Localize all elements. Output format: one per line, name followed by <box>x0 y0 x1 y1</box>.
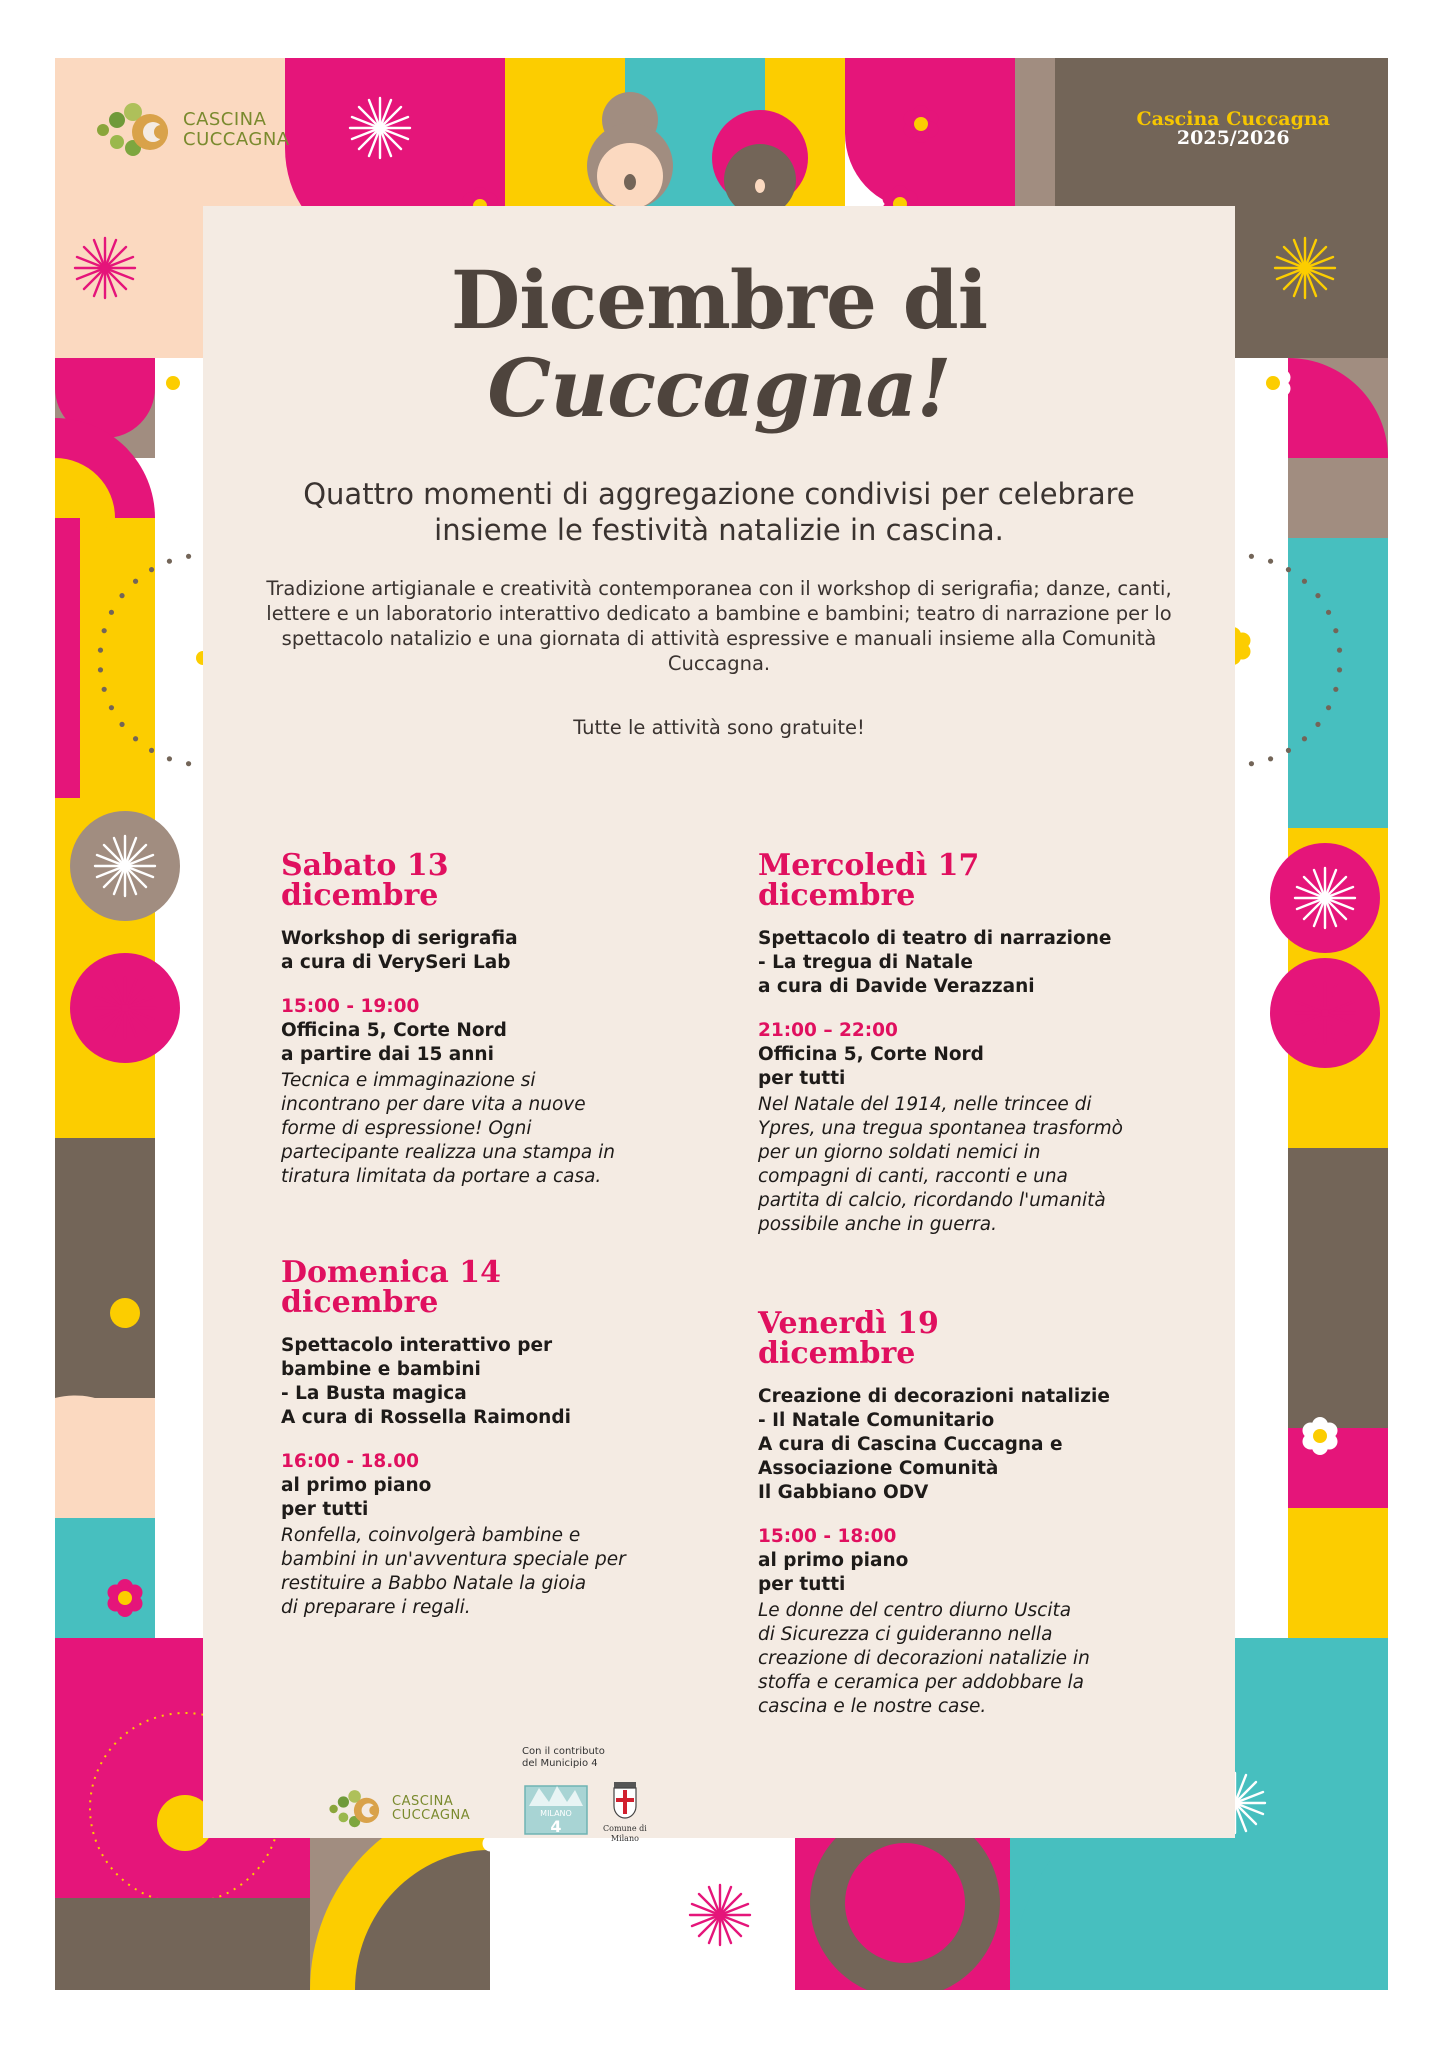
footer-logo-wordmark <box>392 1795 470 1823</box>
intro-paragraph: Tradizione artigianale e creatività contemporanea con il workshop di serigrafia; danze, canti, lettere e un laboratorio interattivo dedicato a bambine e bambini; teatro di narrazione per lo spettacolo natalizio e una giornata di attività espressive e manuali insieme alla Comunità Cuccagna. <box>266 577 1172 675</box>
event-place: al primo piano per tutti <box>758 1550 909 1595</box>
season-name: Cascina Cuccagna <box>1136 108 1330 130</box>
event-title: Workshop di serigrafia a cura di VerySeri Lab <box>281 928 518 973</box>
event-date <box>281 1255 711 1320</box>
event-title: Creazione di decorazioni natalizie - Il Natale Comunitario A cura di Cascina Cuccagna e Associazione Comunità Il Gabbiano ODV <box>758 1386 1110 1503</box>
milano-crest-icon <box>608 1780 642 1820</box>
event-day: Sabato 13 <box>281 848 449 883</box>
decorative-frame <box>55 58 1388 1990</box>
event-time: 15:00 - 18:00 <box>758 1526 897 1547</box>
cuccagna-logo-icon <box>328 1788 384 1830</box>
event-month: dicembre <box>758 1336 916 1371</box>
municipio-name: MILANO <box>540 1809 572 1818</box>
title-line-2: Cuccagna! <box>487 341 951 435</box>
page-title <box>203 253 1235 435</box>
event-month: dicembre <box>758 878 916 913</box>
event-sunday-14 <box>281 1255 711 1620</box>
comune-city-label: Milano <box>610 1834 639 1843</box>
event-description: Le donne del centro diurno Uscita di Sicurezza ci guideranno nella creazione di decorazioni natalizie in stoffa e ceramica per addobbare la cascina e le nostre case. <box>758 1600 1090 1717</box>
comune-small-label: Comune di <box>603 1824 647 1833</box>
event-wednesday-17 <box>758 848 1188 1237</box>
footer-cuccagna-logo <box>328 1788 470 1830</box>
event-place: Officina 5, Corte Nord a partire dai 15 anni <box>281 1020 507 1065</box>
logo-wordmark <box>183 110 290 150</box>
event-place: Officina 5, Corte Nord per tutti <box>758 1044 984 1089</box>
season-label <box>1137 110 1330 148</box>
logo-line: CUCCAGNA <box>183 129 290 150</box>
event-day: Venerdì 19 <box>758 1306 939 1341</box>
free-activities-note: Tutte le attività sono gratuite! <box>573 716 865 739</box>
logo-line: CASCINA <box>183 109 267 130</box>
event-description: Nel Natale del 1914, nelle trincee di Ypres, una tregua spontanea trasformò per un giorno soldati nemici in compagni di canti, racconti e una partita di calcio, ricordando l'umanità possibile anche in guerra. <box>758 1094 1123 1235</box>
event-description: Ronfella, coinvolgerà bambine e bambini in un'avventura speciale per restituire a Babbo Natale la gioia di preparare i regali. <box>281 1525 626 1618</box>
municipio-number: 4 <box>550 1817 562 1836</box>
logo-line: CUCCAGNA <box>392 1808 471 1823</box>
event-title: Spettacolo interattivo per bambine e bambini - La Busta magica A cura di Rossella Raimondi <box>281 1335 571 1428</box>
subtitle: Quattro momenti di aggregazione condivisi per celebrare insieme le festività natalizie in cascina. <box>303 477 1135 547</box>
municipio-logo-icon <box>521 1776 591 1838</box>
season-years: 2025/2026 <box>1176 127 1290 149</box>
event-time: 15:00 - 19:00 <box>281 996 420 1017</box>
event-time: 21:00 – 22:00 <box>758 1020 898 1041</box>
event-day: Mercoledì 17 <box>758 848 980 883</box>
event-title: Spettacolo di teatro di narrazione - La tregua di Natale a cura di Davide Verazzani <box>758 928 1112 997</box>
event-description: Tecnica e immaginazione si incontrano per dare vita a nuove forme di espressione! Ogni partecipante realizza una stampa in tiratura limitata da portare a casa. <box>281 1070 615 1187</box>
event-date <box>281 848 711 913</box>
event-time: 16:00 - 18.00 <box>281 1451 419 1472</box>
event-date <box>758 1306 1188 1371</box>
event-date <box>758 848 1188 913</box>
cascina-cuccagna-logo <box>95 100 290 160</box>
municipio-4-logo <box>521 1776 591 1842</box>
event-month: dicembre <box>281 1285 439 1320</box>
cuccagna-logo-icon <box>95 100 175 160</box>
comune-di-milano-logo <box>603 1780 647 1844</box>
event-saturday-13 <box>281 848 711 1189</box>
event-friday-19 <box>758 1306 1188 1719</box>
event-day: Domenica 14 <box>281 1255 501 1290</box>
logo-line: CASCINA <box>392 1794 454 1809</box>
event-month: dicembre <box>281 878 439 913</box>
event-place: al primo piano per tutti <box>281 1475 432 1520</box>
title-line-1: Dicembre di <box>450 253 988 347</box>
contribution-note: Con il contributo del Municipio 4 <box>522 1746 605 1769</box>
content-panel <box>203 206 1235 1843</box>
